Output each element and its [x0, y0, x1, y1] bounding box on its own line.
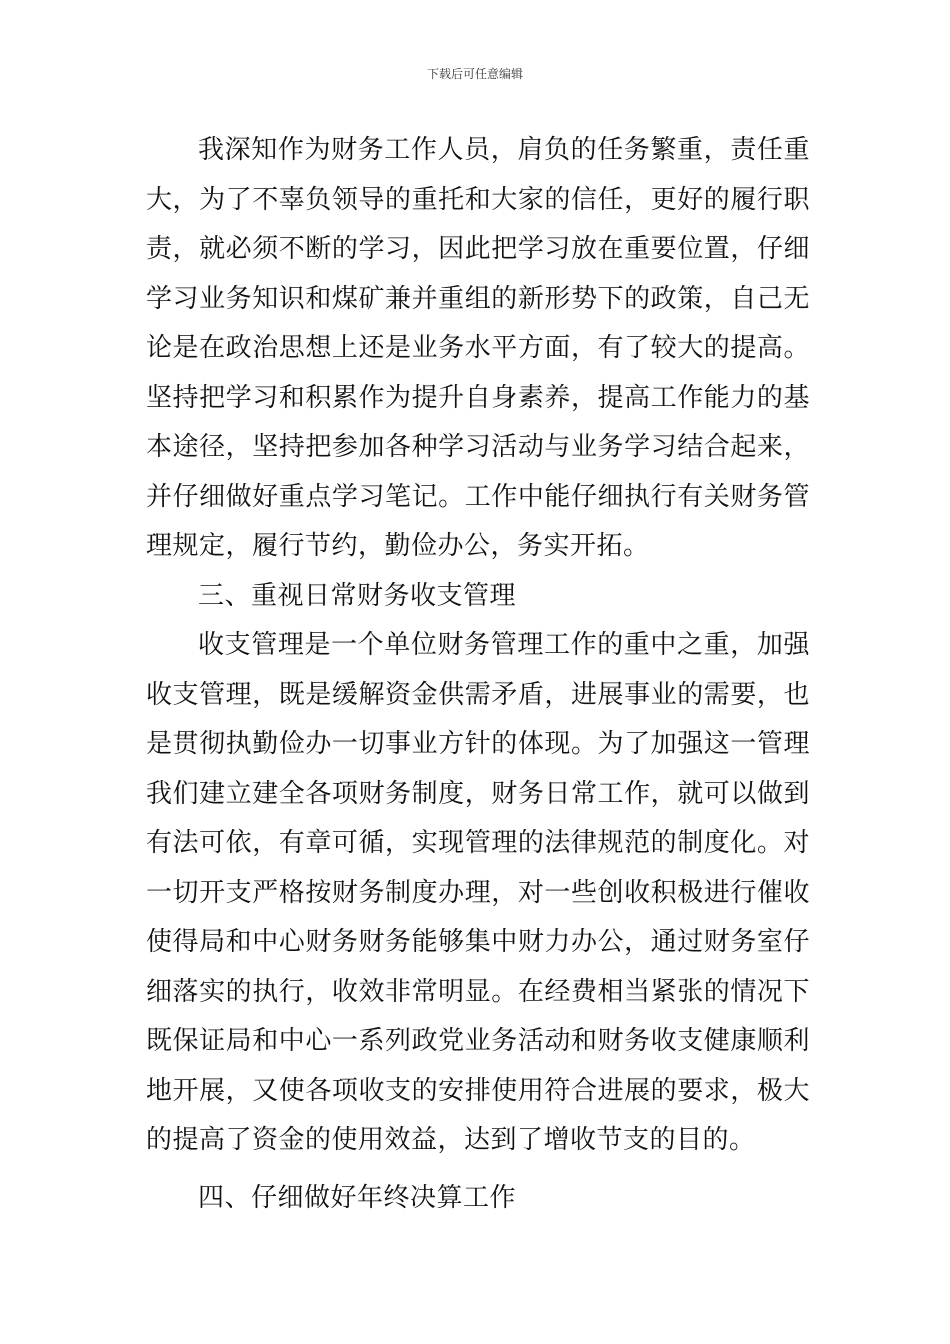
section-heading-4: 四、仔细做好年终决算工作: [198, 1182, 517, 1213]
page-header-note: 下载后可任意编辑: [426, 67, 523, 81]
document-body: [146, 126, 810, 1223]
paragraph-study: 我深知作为财务工作人员，肩负的任务繁重，责任重大，为了不辜负领导的重托和大家的信任，更好的履行职责，就必须不断的学习，因此把学习放在重要位置，仔细学习业务知识和煤矿兼并重组的新形势下的政策，自己无论是在政治思想上还是业务水平方面，有了较大的提高。坚持把学习和积累作为提升自身素养，提高工作能力的基本途径，坚持把参加各种学习活动与业务学习结合起来，并仔细做好重点学习笔记。工作中能仔细执行有关财务管理规定，履行节约，勤俭办公，务实开拓。: [146, 135, 810, 561]
paragraph-income-expense: 收支管理是一个单位财务管理工作的重中之重，加强收支管理，既是缓解资金供需矛盾，进展事业的需要，也是贯彻执勤俭办一切事业方针的体现。为了加强这一管理我们建立建全各项财务制度，财务日常工作，就可以做到有法可依，有章可循，实现管理的法律规范的制度化。对一切开支严格按财务制度办理，对一些创收积极进行催收使得局和中心财务财务能够集中财力办公，通过财务室仔细落实的执行，收效非常明显。在经费相当紧张的情况下既保证局和中心一系列政党业务活动和财务收支健康顺利地开展，又使各项收支的安排使用符合进展的要求，极大的提高了资金的使用效益，达到了增收节支的目的。: [146, 630, 810, 1155]
section-heading-3: 三、重视日常财务收支管理: [198, 580, 517, 611]
